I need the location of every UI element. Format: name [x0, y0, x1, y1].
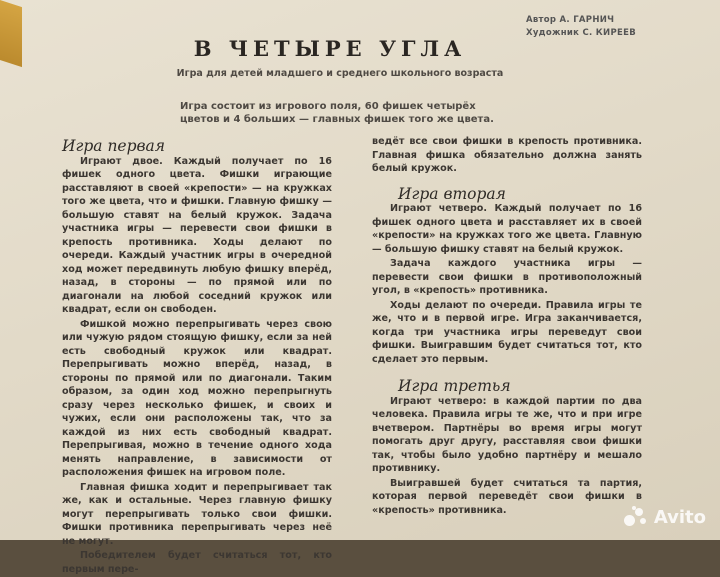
artist-credit: Художник С. КИРЕЕВ [525, 28, 636, 38]
left-column [62, 137, 332, 577]
heading-game-one: Игра первая [62, 137, 166, 155]
paragraph: Ходы делают по очереди. Правила игры те же, что и в первой игре. Игра заканчивается, когда три участника игры переведут свои фишки. Выигравшим будет считаться тот, кто сделает это первым. [372, 299, 642, 365]
paragraph: Играют двое. Каждый получает по 16 фишек одного цвета. Фишки играющие расставляют в своей «крепости» — на кружках того же цвета, что и фишки. Главную фишку — большую ставят на белый кружок. Задача участника игры — перевести свои фишки в крепость противника. Ходы делают по очереди. Каждый участник игры в очередной ход может передвинуть любую фишку вперёд, назад, в стороны — по прямой или по диагонали на любой соседний кружок или квадрат, если он свободен. [62, 155, 332, 315]
page-title: В ЧЕТЫРЕ УГЛА [193, 36, 467, 61]
intro-text: Игра состоит из игрового поля, 60 фишек четырёх цветов и 4 больших — главных фишек того же цвета. [180, 101, 494, 125]
paragraph: Победителем будет считаться тот, кто первым пере- [62, 550, 332, 575]
watermark-text: Avito [653, 506, 706, 528]
paragraph: Играют четверо. Каждый получает по 16 фишек одного цвета и расставляет их в своей «крепости» на кружках того же цвета. Главную — большую фишку ставят на белый кружок. [372, 203, 642, 255]
avito-watermark [624, 506, 706, 528]
right-column [372, 135, 642, 518]
avito-logo-icon [624, 506, 650, 528]
paragraph: Фишкой можно перепрыгивать через свою или чужую рядом стоящую фишку, если за ней есть свободный кружок или квадрат. Перепрыгивать можно вперёд, назад, в стороны по прямой или по диагонали. Таким образом, за один ход можно перепрыгнуть сразу через несколько фишек, и своих и чужих, если они расположены так, что за каждой из них есть свободный квадрат. Перепрыгивая, можно в течение одного хода менять направление, в зависимости от расположения фишек на игровом поле. [62, 318, 332, 478]
author-credit: Автор А. ГАРНИЧ [525, 15, 615, 25]
heading-game-three: Игра третья [398, 377, 511, 395]
paragraph-continuation: ведёт все свои фишки в крепость противника. Главная фишка обязательно должна занять белый кружок. [372, 136, 642, 174]
page-subtitle: Игра для детей младшего и среднего школьного возраста [176, 68, 504, 79]
paragraph: Задача каждого участника игры — перевести свои фишки в противоположный угол, в «крепость» противника. [372, 258, 642, 296]
paragraph: Выигравшей будет считаться та партия, которая первой переведёт свои фишки в «крепость» противника. [372, 477, 642, 516]
heading-game-two: Игра вторая [398, 184, 506, 203]
paragraph: Играют четверо: в каждой партии по два человека. Правила игры те же, что и при игре вчетвером. Партнёры во время игры могут помогать друг другу, расставляя свои фишки так, чтобы было удобно партнёру и мешало противнику. [372, 395, 642, 474]
paragraph: Главная фишка ходит и перепрыгивает так же, как и остальные. Через главную фишку могут перепрыгивать только свои фишки. Фишки противника перепрыгивать через неё не могут. [62, 481, 332, 547]
